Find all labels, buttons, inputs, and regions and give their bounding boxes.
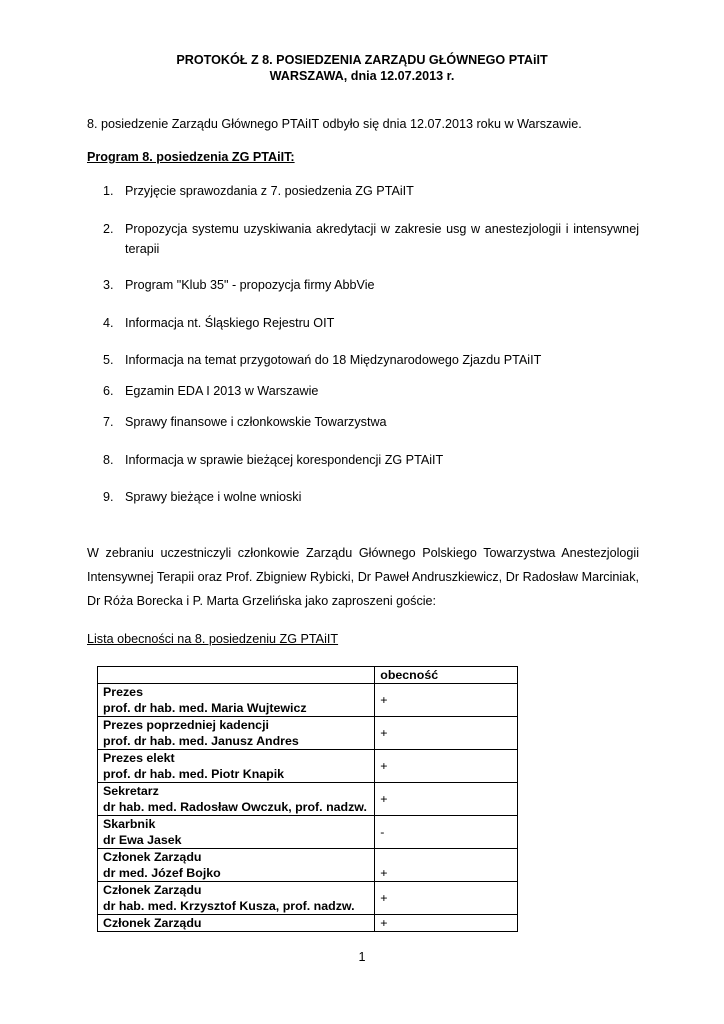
attendees-paragraph: W zebraniu uczestniczyli członkowie Zarządu Głównego Polskiego Towarzystwa Anestezjologii Intensywnej Terapii oraz Prof. Zbigniew Rybicki, Dr Paweł Andruszkiewicz, Dr Radosław Marciniak, Dr Róża Borecka i P. Marta Grzelińska jako zaproszeni goście: [87,546,639,608]
member-cell [98,684,375,717]
agenda-item-number: 9. [103,490,114,504]
member-cell [98,783,375,816]
agenda-item-number: 4. [103,316,114,330]
agenda-item-text: Sprawy bieżące i wolne wnioski [125,490,302,504]
attendance-table [97,666,518,932]
agenda-item-text: Program "Klub 35" - propozycja firmy AbbVie [125,278,375,292]
agenda-item-text: Propozycja systemu uzyskiwania akredytacji w zakresie usg w anestezjologii i intensywnej terapii [125,222,639,256]
agenda-item-text: Informacja w sprawie bieżącej korespondencji ZG PTAiIT [125,453,444,467]
agenda-item-text: Sprawy finansowe i członkowskie Towarzystwa [125,415,387,429]
table-header-presence: obecność [375,667,518,684]
title-line-1: PROTOKÓŁ Z 8. POSIEDZENIA ZARZĄDU GŁÓWNEGO PTAiIT [176,53,548,67]
member-role: Członek Zarządu [103,883,202,897]
presence-mark: + [375,882,518,915]
program-heading: Program 8. posiedzenia ZG PTAiIT: [87,150,295,164]
member-cell [98,915,375,932]
table-row [98,882,518,915]
table-row [98,849,518,882]
member-role: Prezes [103,685,143,699]
agenda-item-number: 5. [103,353,114,367]
agenda-item-text: Przyjęcie sprawozdania z 7. posiedzenia ZG PTAiIT [125,184,414,198]
table-row [98,750,518,783]
member-cell [98,816,375,849]
member-cell [98,717,375,750]
member-name: dr med. Józef Bojko [103,866,221,880]
table-row [98,717,518,750]
intro-paragraph: 8. posiedzenie Zarządu Głównego PTAiIT odbyło się dnia 12.07.2013 roku w Warszawie. [87,117,582,131]
member-cell [98,849,375,882]
member-name: dr hab. med. Krzysztof Kusza, prof. nadzw. [103,899,355,913]
presence-mark: - [375,816,518,849]
presence-mark: + [375,849,518,882]
member-role: Sekretarz [103,784,159,798]
agenda-item-text: Informacja nt. Śląskiego Rejestru OIT [125,316,335,330]
member-role: Skarbnik [103,817,156,831]
agenda-item-number: 6. [103,384,114,398]
page-number: 1 [358,950,366,964]
presence-mark: + [375,783,518,816]
agenda-item-number: 3. [103,278,114,292]
agenda-item-number: 2. [103,222,114,236]
agenda-item-number: 1. [103,184,114,198]
agenda-item-number: 7. [103,415,114,429]
title-line-2: WARSZAWA, dnia 12.07.2013 r. [269,69,455,83]
presence-mark: + [375,915,518,932]
member-name: prof. dr hab. med. Piotr Knapik [103,767,285,781]
table-row [98,915,518,932]
member-role: Członek Zarządu [103,850,202,864]
member-cell [98,882,375,915]
attendance-heading: Lista obecności na 8. posiedzeniu ZG PTAiIT [87,632,339,646]
member-name: prof. dr hab. med. Maria Wujtewicz [103,701,307,715]
presence-mark: + [375,750,518,783]
presence-mark: + [375,717,518,750]
table-header-row [98,667,518,684]
table-row [98,783,518,816]
member-role: Członek Zarządu [103,916,202,930]
presence-mark: + [375,684,518,717]
member-role: Prezes elekt [103,751,175,765]
member-role: Prezes poprzedniej kadencji [103,718,269,732]
agenda-item-number: 8. [103,453,114,467]
agenda-item-text: Informacja na temat przygotowań do 18 Międzynarodowego Zjazdu PTAiIT [125,353,542,367]
member-name: dr Ewa Jasek [103,833,182,847]
table-header-empty [98,667,375,684]
member-name: prof. dr hab. med. Janusz Andres [103,734,299,748]
member-cell [98,750,375,783]
table-row [98,816,518,849]
document-title [0,52,724,84]
agenda-item-text: Egzamin EDA I 2013 w Warszawie [125,384,319,398]
member-name: dr hab. med. Radosław Owczuk, prof. nadzw. [103,800,367,814]
table-row [98,684,518,717]
